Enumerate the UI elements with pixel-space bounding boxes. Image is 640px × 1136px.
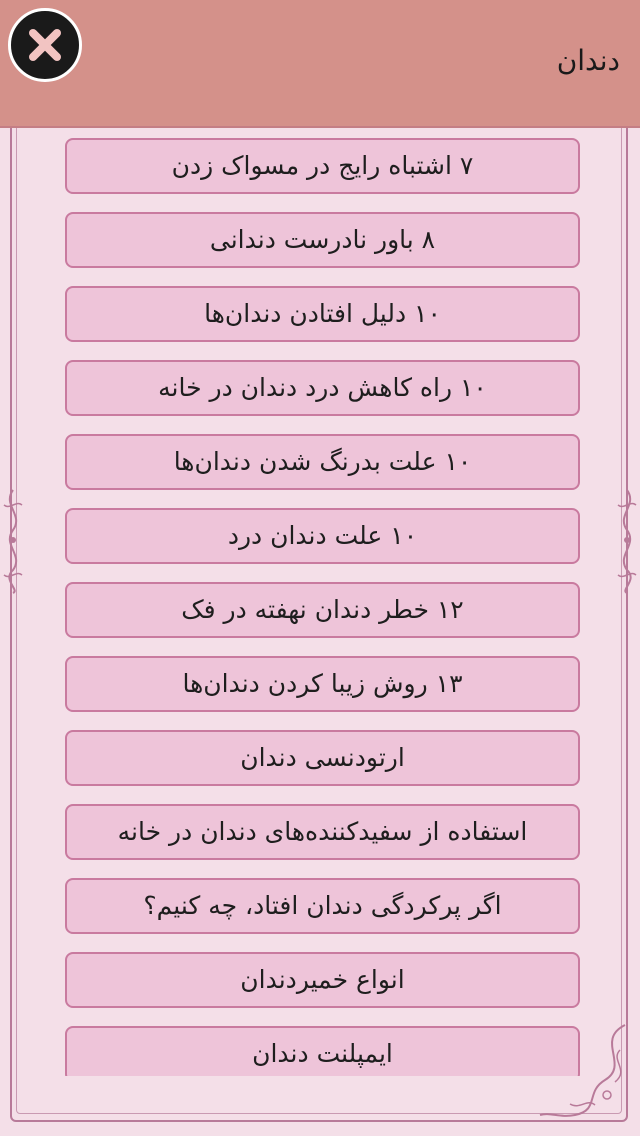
list-item[interactable]: ۱۰ راه کاهش درد دندان در خانه bbox=[65, 360, 580, 416]
list-item[interactable]: ۱۰ علت بدرنگ شدن دندان‌ها bbox=[65, 434, 580, 490]
list-item[interactable]: ۱۰ دلیل افتادن دندان‌ها bbox=[65, 286, 580, 342]
list-item[interactable]: اگر پرکردگی دندان افتاد، چه کنیم؟ bbox=[65, 878, 580, 934]
list-item[interactable]: انواع خمیردندان bbox=[65, 952, 580, 1008]
page-title: دندان bbox=[556, 44, 620, 77]
list-item[interactable]: استفاده از سفیدکننده‌های دندان در خانه bbox=[65, 804, 580, 860]
list-item[interactable]: ۸ باور نادرست دندانی bbox=[65, 212, 580, 268]
list-item[interactable]: ارتودنسی دندان bbox=[65, 730, 580, 786]
list-item[interactable]: ۱۰ علت دندان درد bbox=[65, 508, 580, 564]
article-list[interactable] bbox=[0, 128, 640, 1076]
list-item[interactable]: ۱۲ خطر دندان نهفته در فک bbox=[65, 582, 580, 638]
list-item[interactable]: ۱۳ روش زیبا کردن دندان‌ها bbox=[65, 656, 580, 712]
close-button[interactable] bbox=[8, 8, 82, 82]
close-icon bbox=[11, 11, 79, 79]
list-item[interactable]: ایمپلنت دندان bbox=[65, 1026, 580, 1076]
list-item[interactable]: ۷ اشتباه رایج در مسواک زدن bbox=[65, 138, 580, 194]
app-header bbox=[0, 0, 640, 128]
